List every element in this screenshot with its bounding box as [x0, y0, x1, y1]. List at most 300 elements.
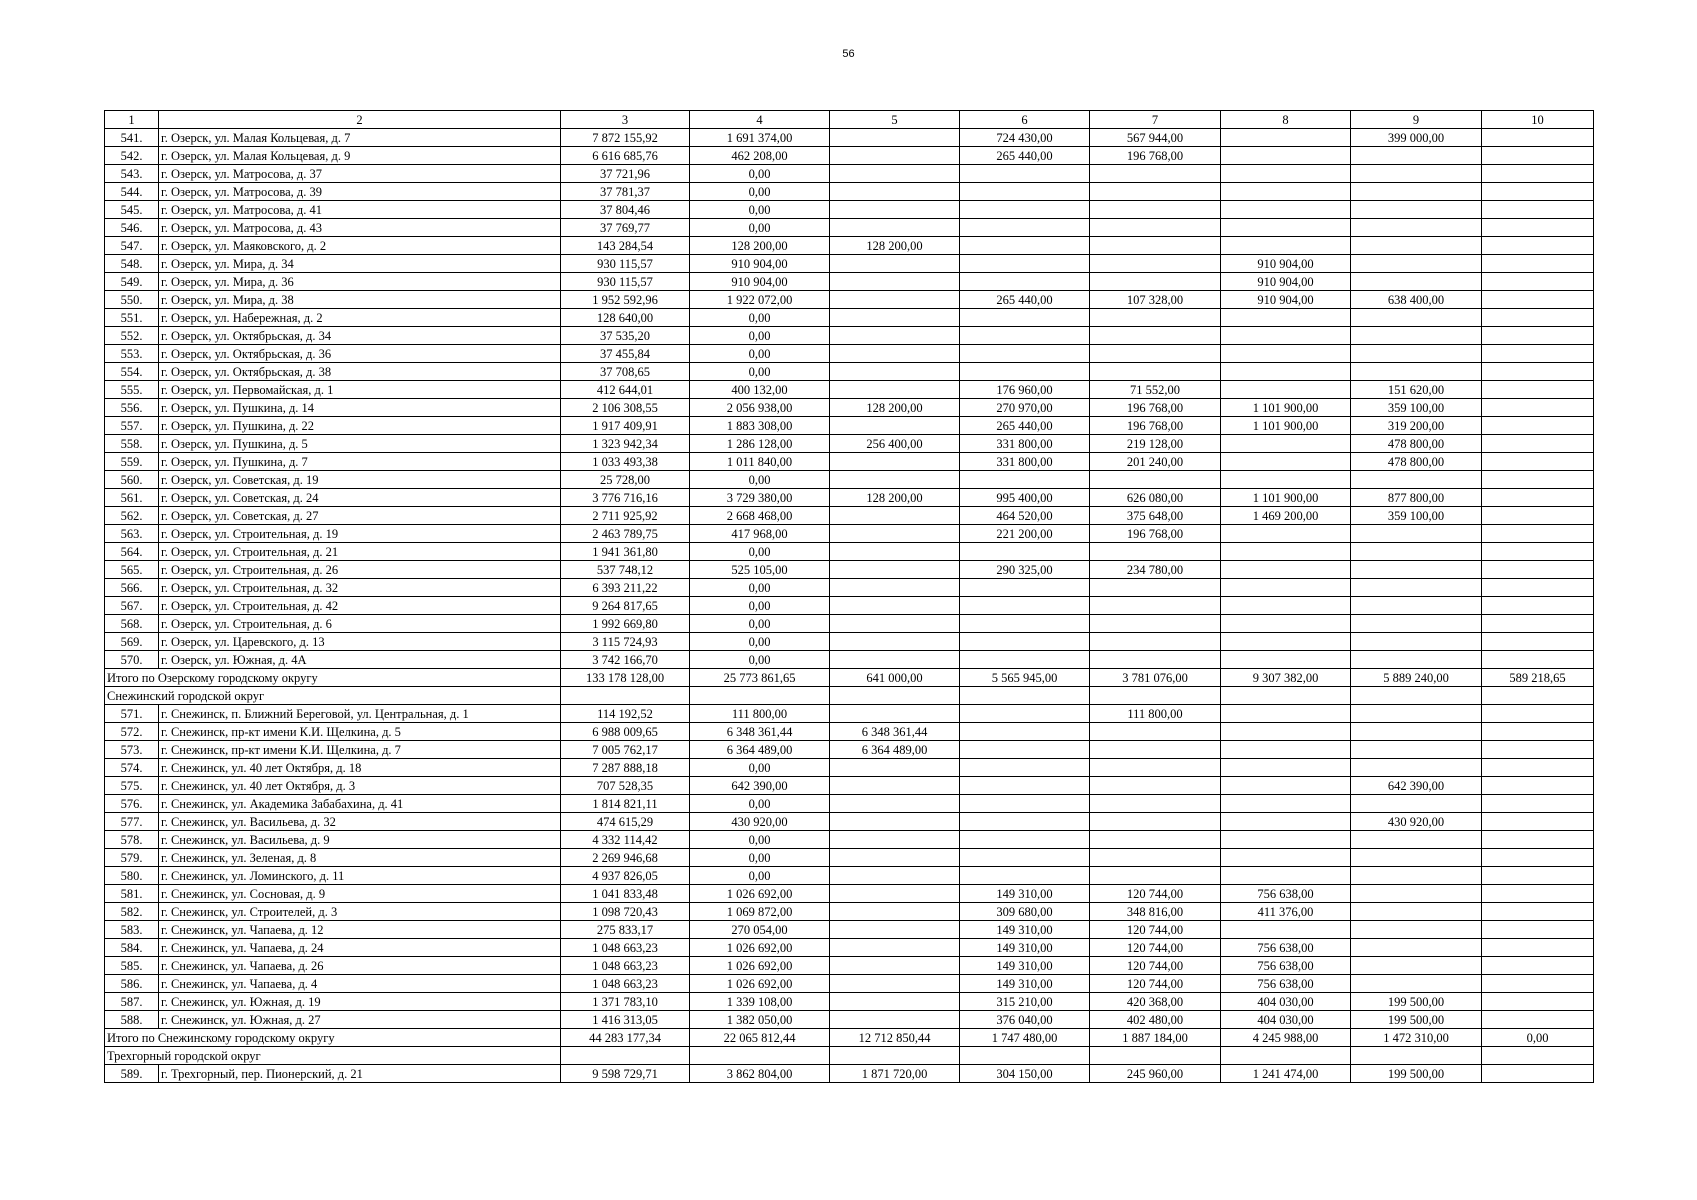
value-cell — [1221, 165, 1351, 183]
section-label: Снежинский городской округ — [105, 687, 561, 705]
value-cell: 6 988 009,65 — [561, 723, 690, 741]
empty-cell — [561, 1047, 690, 1065]
value-cell: 567 944,00 — [1090, 129, 1221, 147]
value-cell — [830, 795, 960, 813]
value-cell: 930 115,57 — [561, 273, 690, 291]
row-number-cell: 543. — [105, 165, 159, 183]
row-number-cell: 545. — [105, 201, 159, 219]
table-row — [105, 957, 1594, 975]
column-number-row — [105, 111, 1594, 129]
value-cell: 265 440,00 — [960, 291, 1090, 309]
value-cell — [1090, 831, 1221, 849]
value-cell — [1482, 399, 1594, 417]
value-cell: 3 862 804,00 — [690, 1065, 830, 1083]
value-cell: 0,00 — [690, 363, 830, 381]
empty-cell — [1221, 1047, 1351, 1065]
value-cell — [1221, 543, 1351, 561]
value-cell — [830, 939, 960, 957]
empty-cell — [960, 687, 1090, 705]
table-row — [105, 993, 1594, 1011]
value-cell — [1090, 345, 1221, 363]
row-number-cell: 589. — [105, 1065, 159, 1083]
address-cell: г. Снежинск, ул. 40 лет Октября, д. 3 — [159, 777, 561, 795]
value-cell — [830, 759, 960, 777]
value-cell: 111 800,00 — [690, 705, 830, 723]
value-cell — [830, 633, 960, 651]
value-cell — [1221, 201, 1351, 219]
value-cell: 1 952 592,96 — [561, 291, 690, 309]
value-cell — [1482, 381, 1594, 399]
value-cell — [1351, 597, 1482, 615]
table-row — [105, 759, 1594, 777]
table-row — [105, 651, 1594, 669]
address-cell: г. Озерск, ул. Строительная, д. 42 — [159, 597, 561, 615]
table-row — [105, 1011, 1594, 1029]
value-cell: 265 440,00 — [960, 147, 1090, 165]
value-cell — [960, 795, 1090, 813]
value-cell — [830, 921, 960, 939]
value-cell: 256 400,00 — [830, 435, 960, 453]
value-cell: 6 364 489,00 — [830, 741, 960, 759]
value-cell — [960, 705, 1090, 723]
value-cell — [1351, 795, 1482, 813]
value-cell — [1090, 219, 1221, 237]
address-cell: г. Озерск, ул. Малая Кольцевая, д. 7 — [159, 129, 561, 147]
value-cell: 6 393 211,22 — [561, 579, 690, 597]
value-cell — [960, 651, 1090, 669]
value-cell — [1351, 633, 1482, 651]
value-cell: 0,00 — [690, 165, 830, 183]
value-cell — [1482, 183, 1594, 201]
value-cell — [1351, 471, 1482, 489]
value-cell — [830, 597, 960, 615]
value-cell: 1 416 313,05 — [561, 1011, 690, 1029]
value-cell — [1482, 147, 1594, 165]
value-cell: 930 115,57 — [561, 255, 690, 273]
row-number-cell: 587. — [105, 993, 159, 1011]
row-number-cell: 565. — [105, 561, 159, 579]
section-header-row — [105, 687, 1594, 705]
value-cell — [1221, 327, 1351, 345]
value-cell: 120 744,00 — [1090, 975, 1221, 993]
value-cell — [830, 201, 960, 219]
value-cell — [1351, 183, 1482, 201]
value-cell — [830, 705, 960, 723]
address-cell: г. Озерск, ул. Советская, д. 24 — [159, 489, 561, 507]
table-row — [105, 435, 1594, 453]
value-cell — [1351, 975, 1482, 993]
column-number: 6 — [960, 111, 1090, 129]
address-cell: г. Озерск, ул. Советская, д. 27 — [159, 507, 561, 525]
value-cell — [1090, 651, 1221, 669]
table-row — [105, 273, 1594, 291]
row-number-cell: 560. — [105, 471, 159, 489]
value-cell — [1090, 471, 1221, 489]
value-cell — [1482, 453, 1594, 471]
value-cell — [960, 183, 1090, 201]
column-number: 4 — [690, 111, 830, 129]
table-row — [105, 849, 1594, 867]
empty-cell — [1482, 687, 1594, 705]
row-number-cell: 546. — [105, 219, 159, 237]
address-cell: г. Озерск, ул. Пушкина, д. 7 — [159, 453, 561, 471]
value-cell: 2 668 468,00 — [690, 507, 830, 525]
value-cell: 111 800,00 — [1090, 705, 1221, 723]
value-cell: 417 968,00 — [690, 525, 830, 543]
address-cell: г. Озерск, ул. Октябрьская, д. 38 — [159, 363, 561, 381]
total-value-cell: 1 747 480,00 — [960, 1029, 1090, 1047]
value-cell — [1482, 867, 1594, 885]
value-cell — [1221, 525, 1351, 543]
value-cell: 877 800,00 — [1351, 489, 1482, 507]
value-cell — [830, 831, 960, 849]
value-cell: 37 769,77 — [561, 219, 690, 237]
value-cell: 128 640,00 — [561, 309, 690, 327]
row-number-cell: 571. — [105, 705, 159, 723]
address-cell: г. Озерск, ул. Октябрьская, д. 34 — [159, 327, 561, 345]
value-cell: 128 200,00 — [830, 489, 960, 507]
table-row — [105, 507, 1594, 525]
value-cell — [1351, 903, 1482, 921]
value-cell — [1221, 777, 1351, 795]
empty-cell — [1221, 687, 1351, 705]
value-cell — [1351, 309, 1482, 327]
value-cell — [1351, 255, 1482, 273]
value-cell: 37 804,46 — [561, 201, 690, 219]
value-cell: 4 937 826,05 — [561, 867, 690, 885]
total-row — [105, 669, 1594, 687]
table-row — [105, 741, 1594, 759]
value-cell: 1 048 663,23 — [561, 975, 690, 993]
value-cell: 1 941 361,80 — [561, 543, 690, 561]
address-cell: г. Озерск, ул. Мира, д. 34 — [159, 255, 561, 273]
value-cell: 3 115 724,93 — [561, 633, 690, 651]
value-cell: 412 644,01 — [561, 381, 690, 399]
value-cell: 290 325,00 — [960, 561, 1090, 579]
row-number-cell: 569. — [105, 633, 159, 651]
value-cell — [960, 543, 1090, 561]
value-cell — [1090, 327, 1221, 345]
value-cell: 400 132,00 — [690, 381, 830, 399]
table-row — [105, 831, 1594, 849]
table-row — [105, 489, 1594, 507]
address-cell: г. Снежинск, ул. Сосновая, д. 9 — [159, 885, 561, 903]
column-number: 5 — [830, 111, 960, 129]
value-cell — [830, 417, 960, 435]
value-cell: 9 598 729,71 — [561, 1065, 690, 1083]
value-cell: 478 800,00 — [1351, 435, 1482, 453]
value-cell — [1482, 525, 1594, 543]
table-row — [105, 255, 1594, 273]
value-cell — [960, 597, 1090, 615]
value-cell — [1221, 795, 1351, 813]
table-row — [105, 597, 1594, 615]
value-cell: 304 150,00 — [960, 1065, 1090, 1083]
address-cell: г. Озерск, ул. Первомайская, д. 1 — [159, 381, 561, 399]
value-cell: 1 026 692,00 — [690, 939, 830, 957]
value-cell — [960, 237, 1090, 255]
value-cell — [1221, 129, 1351, 147]
table-row — [105, 1065, 1594, 1083]
table-row — [105, 921, 1594, 939]
value-cell — [1221, 453, 1351, 471]
table-row — [105, 201, 1594, 219]
table-row — [105, 183, 1594, 201]
value-cell — [1090, 849, 1221, 867]
value-cell: 462 208,00 — [690, 147, 830, 165]
row-number-cell: 568. — [105, 615, 159, 633]
value-cell: 331 800,00 — [960, 435, 1090, 453]
value-cell — [1221, 741, 1351, 759]
value-cell: 1 026 692,00 — [690, 885, 830, 903]
value-cell — [1482, 993, 1594, 1011]
value-cell: 399 000,00 — [1351, 129, 1482, 147]
value-cell — [1351, 957, 1482, 975]
value-cell: 478 800,00 — [1351, 453, 1482, 471]
value-cell: 3 742 166,70 — [561, 651, 690, 669]
value-cell: 404 030,00 — [1221, 1011, 1351, 1029]
value-cell — [1351, 237, 1482, 255]
value-cell — [1482, 417, 1594, 435]
value-cell — [1090, 813, 1221, 831]
value-cell — [960, 579, 1090, 597]
value-cell: 756 638,00 — [1221, 939, 1351, 957]
value-cell — [1090, 363, 1221, 381]
value-cell — [960, 813, 1090, 831]
value-cell — [830, 579, 960, 597]
value-cell: 2 106 308,55 — [561, 399, 690, 417]
address-cell: г. Озерск, ул. Пушкина, д. 5 — [159, 435, 561, 453]
row-number-cell: 551. — [105, 309, 159, 327]
table-row — [105, 939, 1594, 957]
address-cell: г. Снежинск, пр-кт имени К.И. Щелкина, д. 5 — [159, 723, 561, 741]
value-cell — [1351, 939, 1482, 957]
empty-cell — [690, 687, 830, 705]
value-cell — [960, 867, 1090, 885]
address-cell: г. Снежинск, ул. Южная, д. 19 — [159, 993, 561, 1011]
value-cell: 1 339 108,00 — [690, 993, 830, 1011]
value-cell — [1221, 381, 1351, 399]
total-value-cell: 0,00 — [1482, 1029, 1594, 1047]
row-number-cell: 567. — [105, 597, 159, 615]
address-cell: г. Озерск, ул. Царевского, д. 13 — [159, 633, 561, 651]
address-cell: г. Озерск, ул. Южная, д. 4А — [159, 651, 561, 669]
table-row — [105, 237, 1594, 255]
value-cell: 404 030,00 — [1221, 993, 1351, 1011]
value-cell: 37 721,96 — [561, 165, 690, 183]
value-cell: 149 310,00 — [960, 939, 1090, 957]
value-cell — [1221, 147, 1351, 165]
value-cell: 331 800,00 — [960, 453, 1090, 471]
column-number: 9 — [1351, 111, 1482, 129]
value-cell: 37 535,20 — [561, 327, 690, 345]
address-cell: г. Озерск, ул. Пушкина, д. 22 — [159, 417, 561, 435]
value-cell — [1351, 867, 1482, 885]
value-cell: 2 269 946,68 — [561, 849, 690, 867]
address-cell: г. Озерск, ул. Мира, д. 36 — [159, 273, 561, 291]
value-cell — [1090, 273, 1221, 291]
table-row — [105, 633, 1594, 651]
value-cell — [1351, 147, 1482, 165]
value-cell — [1221, 723, 1351, 741]
value-cell: 0,00 — [690, 759, 830, 777]
data-table — [104, 110, 1594, 1083]
value-cell — [1221, 579, 1351, 597]
value-cell: 0,00 — [690, 831, 830, 849]
value-cell: 1 871 720,00 — [830, 1065, 960, 1083]
address-cell: г. Озерск, ул. Строительная, д. 21 — [159, 543, 561, 561]
table-row — [105, 165, 1594, 183]
value-cell — [1351, 273, 1482, 291]
table-row — [105, 381, 1594, 399]
table-row — [105, 219, 1594, 237]
value-cell — [830, 993, 960, 1011]
value-cell — [1482, 219, 1594, 237]
value-cell: 0,00 — [690, 651, 830, 669]
row-number-cell: 576. — [105, 795, 159, 813]
table-row — [105, 867, 1594, 885]
value-cell: 0,00 — [690, 795, 830, 813]
address-cell: г. Снежинск, пр-кт имени К.И. Щелкина, д. 7 — [159, 741, 561, 759]
value-cell: 37 781,37 — [561, 183, 690, 201]
empty-cell — [1482, 1047, 1594, 1065]
address-cell: г. Озерск, ул. Маяковского, д. 2 — [159, 237, 561, 255]
address-cell: г. Озерск, ул. Малая Кольцевая, д. 9 — [159, 147, 561, 165]
value-cell — [1482, 309, 1594, 327]
value-cell: 910 904,00 — [1221, 255, 1351, 273]
value-cell — [830, 525, 960, 543]
value-cell: 107 328,00 — [1090, 291, 1221, 309]
value-cell: 265 440,00 — [960, 417, 1090, 435]
address-cell: г. Озерск, ул. Матросова, д. 41 — [159, 201, 561, 219]
value-cell: 6 348 361,44 — [690, 723, 830, 741]
address-cell: г. Снежинск, ул. Чапаева, д. 12 — [159, 921, 561, 939]
empty-cell — [960, 1047, 1090, 1065]
address-cell: г. Снежинск, ул. Васильева, д. 32 — [159, 813, 561, 831]
address-cell: г. Снежинск, ул. Чапаева, д. 4 — [159, 975, 561, 993]
value-cell — [830, 957, 960, 975]
row-number-cell: 586. — [105, 975, 159, 993]
address-cell: г. Озерск, ул. Строительная, д. 6 — [159, 615, 561, 633]
value-cell — [1221, 813, 1351, 831]
value-cell: 234 780,00 — [1090, 561, 1221, 579]
address-cell: г. Снежинск, ул. Ломинского, д. 11 — [159, 867, 561, 885]
value-cell: 1 026 692,00 — [690, 957, 830, 975]
value-cell: 196 768,00 — [1090, 417, 1221, 435]
row-number-cell: 562. — [105, 507, 159, 525]
value-cell — [1351, 651, 1482, 669]
value-cell — [1221, 867, 1351, 885]
row-number-cell: 554. — [105, 363, 159, 381]
value-cell — [1221, 345, 1351, 363]
value-cell — [1482, 561, 1594, 579]
value-cell — [1482, 903, 1594, 921]
value-cell — [1351, 345, 1482, 363]
value-cell: 1 323 942,34 — [561, 435, 690, 453]
value-cell — [830, 651, 960, 669]
value-cell — [1482, 957, 1594, 975]
row-number-cell: 555. — [105, 381, 159, 399]
column-number: 1 — [105, 111, 159, 129]
value-cell: 1 041 833,48 — [561, 885, 690, 903]
value-cell — [830, 381, 960, 399]
value-cell: 114 192,52 — [561, 705, 690, 723]
row-number-cell: 580. — [105, 867, 159, 885]
value-cell — [1351, 219, 1482, 237]
address-cell: г. Снежинск, ул. Строителей, д. 3 — [159, 903, 561, 921]
value-cell — [1090, 309, 1221, 327]
value-cell: 120 744,00 — [1090, 957, 1221, 975]
value-cell: 430 920,00 — [690, 813, 830, 831]
value-cell — [1221, 237, 1351, 255]
address-cell: г. Озерск, ул. Октябрьская, д. 36 — [159, 345, 561, 363]
value-cell: 1 917 409,91 — [561, 417, 690, 435]
value-cell — [1221, 633, 1351, 651]
value-cell: 37 455,84 — [561, 345, 690, 363]
value-cell: 642 390,00 — [690, 777, 830, 795]
value-cell: 315 210,00 — [960, 993, 1090, 1011]
value-cell — [1221, 183, 1351, 201]
row-number-cell: 584. — [105, 939, 159, 957]
section-label: Трехгорный городской округ — [105, 1047, 561, 1065]
value-cell — [830, 255, 960, 273]
value-cell — [1351, 831, 1482, 849]
row-number-cell: 578. — [105, 831, 159, 849]
value-cell — [1090, 201, 1221, 219]
value-cell: 149 310,00 — [960, 885, 1090, 903]
value-cell — [1482, 723, 1594, 741]
value-cell: 1 691 374,00 — [690, 129, 830, 147]
value-cell — [1482, 255, 1594, 273]
value-cell: 4 332 114,42 — [561, 831, 690, 849]
value-cell: 1 992 669,80 — [561, 615, 690, 633]
value-cell — [1090, 543, 1221, 561]
value-cell — [1482, 813, 1594, 831]
value-cell — [1221, 831, 1351, 849]
value-cell — [1482, 489, 1594, 507]
value-cell — [1090, 255, 1221, 273]
column-number: 2 — [159, 111, 561, 129]
value-cell: 1 382 050,00 — [690, 1011, 830, 1029]
value-cell — [1482, 597, 1594, 615]
empty-cell — [1351, 687, 1482, 705]
value-cell: 309 680,00 — [960, 903, 1090, 921]
table-row — [105, 795, 1594, 813]
value-cell — [960, 759, 1090, 777]
value-cell — [1351, 921, 1482, 939]
value-cell: 1 286 128,00 — [690, 435, 830, 453]
table-row — [105, 309, 1594, 327]
row-number-cell: 557. — [105, 417, 159, 435]
value-cell — [830, 291, 960, 309]
value-cell: 7 872 155,92 — [561, 129, 690, 147]
row-number-cell: 566. — [105, 579, 159, 597]
value-cell — [830, 165, 960, 183]
value-cell — [1482, 651, 1594, 669]
row-number-cell: 548. — [105, 255, 159, 273]
address-cell: г. Озерск, ул. Строительная, д. 32 — [159, 579, 561, 597]
value-cell — [1482, 705, 1594, 723]
value-cell — [1482, 921, 1594, 939]
value-cell: 37 708,65 — [561, 363, 690, 381]
value-cell — [1482, 741, 1594, 759]
value-cell: 3 776 716,16 — [561, 489, 690, 507]
value-cell: 7 287 888,18 — [561, 759, 690, 777]
value-cell — [1351, 705, 1482, 723]
value-cell — [1351, 723, 1482, 741]
value-cell — [830, 309, 960, 327]
address-cell: г. Озерск, ул. Советская, д. 19 — [159, 471, 561, 489]
